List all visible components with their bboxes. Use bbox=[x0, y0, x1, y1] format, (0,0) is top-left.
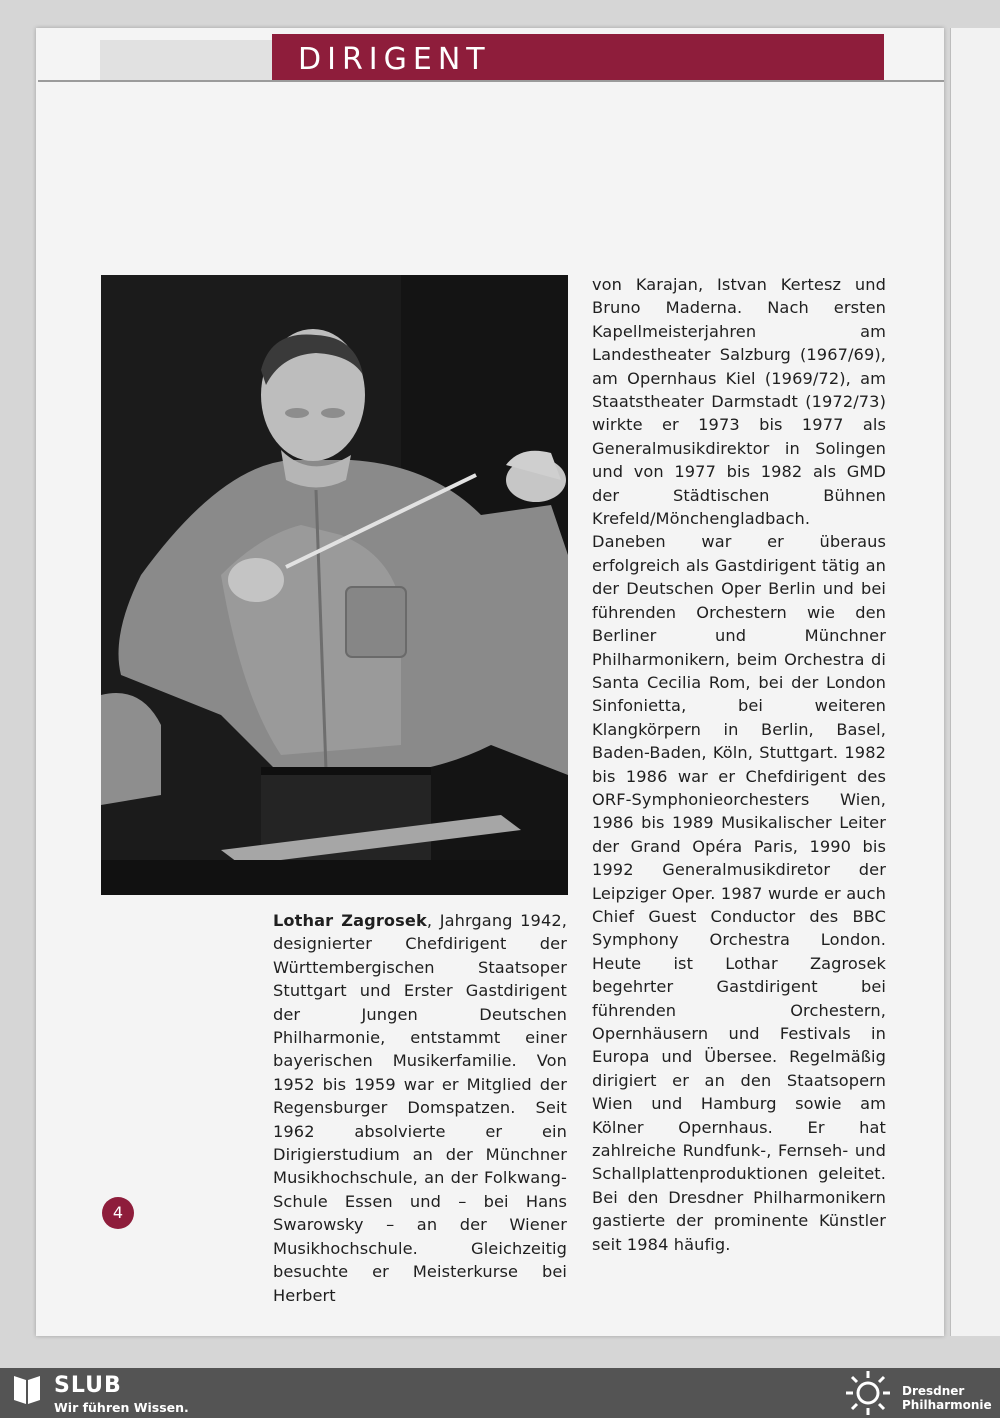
footer-brand[interactable]: SLUB bbox=[54, 1373, 122, 1398]
conductor-photo-icon bbox=[101, 275, 568, 895]
footer-tagline: Wir führen Wissen. bbox=[54, 1400, 189, 1415]
conductor-name: Lothar Zagrosek bbox=[273, 911, 427, 930]
next-page-edge bbox=[950, 28, 1000, 1336]
footer-partner-name bbox=[902, 1384, 992, 1412]
article-text-left-rest: , Jahrgang 1942, designierter Chefdirigent der Württembergischen Staatsoper Stuttgart und Erster Gastdirigent der Jungen Deutschen Philharmonie, entstammt einer bayerischen Musikerfamilie. Von 1952 bis 1959 war er Mitglied der Regensburger Domspatzen. Seit 1962 absolvierte er ein Dirigierstudium an der Münchner Musikhochschule, an der Folkwang-Schule Essen und – bei Hans Swarowsky – an der Wiener Musikhochschule. Gleichzeitig besuchte er Meisterkurse bei Herbert bbox=[273, 911, 567, 1305]
page-number-badge: 4 bbox=[102, 1197, 134, 1229]
conductor-photo bbox=[101, 275, 568, 895]
footer-partner-line1: Dresdner bbox=[902, 1384, 965, 1398]
show-through-band bbox=[100, 40, 275, 80]
footer-partner-line2: Philharmonie bbox=[902, 1398, 992, 1412]
article-text-left-column bbox=[273, 909, 567, 1307]
article-text-right-column: von Karajan, Istvan Kertesz und Bruno Maderna. Nach ersten Kapellmeisterjahren am Landestheater Salzburg (1967/69), am Opernhaus Kiel (1969/72), am Staatstheater Darmstadt (1972/73) wirkte er 1973 bis 1977 als Generalmusikdirektor in Solingen und von 1977 bis 1982 als GMD der Städtischen Bühnen Krefeld/Mönchengladbach. Daneben war er überaus erfolgreich als Gastdirigent tätig an der Deutschen Oper Berlin und bei führenden Orchestern wie den Berliner und Münchner Philharmonikern, beim Orchestra di Santa Cecilia Rom, bei der London Sinfonietta, bei weiteren Klangkörpern in Berlin, Basel, Baden-Baden, Köln, Stuttgart. 1982 bis 1986 war er Chefdirigent des ORF-Symphonieorchesters Wien, 1986 bis 1989 Musikalischer Leiter der Grand Opéra Paris, 1990 bis 1992 Generalmusikdiretor der Leipziger Oper. 1987 wurde er auch Chief Guest Conductor des BBC Symphony Orchestra London. Heute ist Lothar Zagrosek begehrter Gastdirigent bei führenden Orchestern, Opernhäusern und Festivals in Europa und Übersee. Regelmäßig dirigiert er an den Staatsopern Wien und Hamburg sowie am Kölner Opernhaus. Er hat zahlreiche Rundfunk-, Fernseh- und Schallplattenproduktionen geleitet. Bei den Dresdner Philharmonikern gastierte der prominente Künstler seit 1984 häufig. bbox=[592, 275, 886, 1254]
section-title: DIRIGENT bbox=[298, 42, 491, 77]
slub-book-icon bbox=[12, 1372, 42, 1406]
dresdner-philharmonie-sun-icon bbox=[842, 1369, 894, 1417]
header-rule bbox=[38, 80, 944, 82]
